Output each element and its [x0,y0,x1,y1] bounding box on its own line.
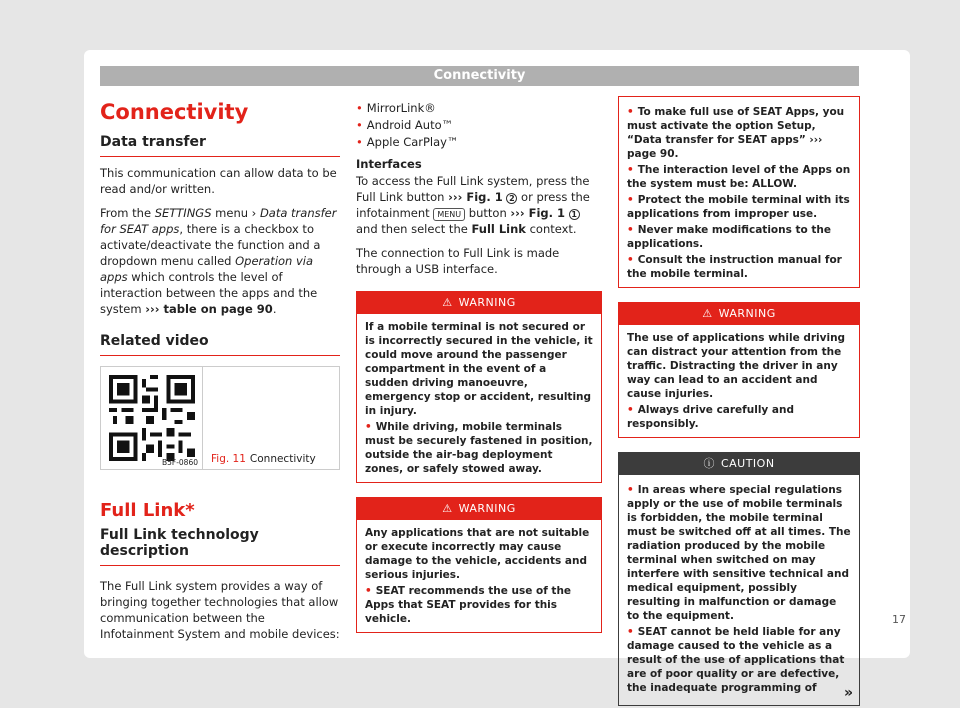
warning-text: Any applications that are not suitable or execute incorrectly may cause damage to the vehicle, accidents and serious injuries. [365,527,590,581]
list-item: • Never make modifications to the applications. [627,223,851,251]
manual-page [84,50,910,701]
column-right [618,96,860,706]
subsection-title: Data transfer [100,134,340,157]
warning-icon: ⚠ [702,307,713,320]
paragraph: The Full Link system provides a way of bringing together technologies that allow communication between the Infotainment System and mobile devices: [100,579,340,641]
column-middle [356,96,602,633]
paragraph: From the SETTINGS menu › Data transfer for SEAT apps, there is a checkbox to activate/deactivate the function and a dropdown menu called Operation via apps which controls the level of interaction between the apps and the system ››› table on page 90. [100,206,337,316]
paragraph: The connection to Full Link is made through a USB interface. [356,246,560,276]
list-item: • To make full use of SEAT Apps, you must activate the option Setup, “Data transfer for SEAT apps” ››› page 90. [627,105,851,161]
figure-caption: Fig. 11 Connectivity [211,453,316,465]
qr-code-image [109,375,195,461]
continue-arrow-icon: » [843,685,853,701]
warning-box [356,291,602,483]
bullet-item: • Apple CarPlay™ [356,134,602,151]
interfaces-heading: Interfaces [356,157,422,171]
paragraph: To access the Full Link system, press the Full Link button ››› Fig. 1 2 or press the infotainment MENU button ››› Fig. 1 1 and then select the Full Link context. [356,174,590,236]
warning-header: ⚠ WARNING [357,292,601,314]
list-item: • The interaction level of the Apps on the system must be: ALLOW. [627,163,851,191]
warning-icon: ⚠ [442,502,453,515]
caution-list [627,483,851,695]
warning-header: ⚠ WARNING [619,303,859,325]
list-item: • While driving, mobile terminals must be securely fastened in position, outside the air-bag deployment zones, or safely stowed away. [365,420,593,476]
warning-list [627,403,851,431]
caution-header: ⓘ CAUTION [619,453,859,475]
list-item: • In areas where special regulations apply or the use of mobile terminals is forbidden, the mobile terminal must be switched off at all times. The radiation produced by the mobile terminal when switched on may interfere with sensitive technical and medical equipment, possibly resulting in malfunction or damage to the equipment. [627,483,851,623]
qr-code[interactable] [101,367,203,469]
warning-box [356,497,602,633]
warning-header: ⚠ WARNING [357,498,601,520]
figure-code: B5F-0860 [161,458,198,467]
warning-continuation-box [618,96,860,288]
section-title: Full Link* [100,500,195,521]
chapter-header: Connectivity [100,66,859,86]
figure-link[interactable]: ››› Fig. 1 [448,190,503,204]
warning-box [618,302,860,438]
list-item: • Consult the instruction manual for the mobile terminal. [627,253,851,281]
subsection-title: Full Link technology description [100,527,340,566]
list-item: • SEAT cannot be held liable for any damage caused to the vehicle as a result of the use of applications that are of poor quality or are defective, the inadequate programming of [627,625,851,695]
bullet-item: • MirrorLink® [356,100,602,117]
warning-list [627,105,851,281]
warning-text: If a mobile terminal is not secured or is incorrectly secured in the vehicle, it could move around the passenger compartment in the event of a sudden driving manoeuvre, emergency stop or accident, resulting in injury. [365,321,593,417]
page-number: 17 [892,613,906,626]
bullet-item: • Android Auto™ [356,117,602,134]
section-title: Connectivity [100,100,249,124]
list-item: • Protect the mobile terminal with its applications from improper use. [627,193,851,221]
callout-number: 2 [506,193,517,204]
figure-11 [100,366,340,470]
caution-box [618,452,860,706]
warning-text: The use of applications while driving can distract your attention from the traffic. Distracting the driver in any way can lead to an accident and cause injuries. [627,332,846,400]
warning-icon: ⚠ [442,296,453,309]
list-item: • Always drive carefully and responsibly. [627,403,851,431]
callout-number: 1 [569,209,580,220]
warning-list [365,584,593,626]
list-item: • SEAT recommends the use of the Apps that SEAT provides for this vehicle. [365,584,593,626]
warning-list [365,420,593,476]
related-video-heading: Related video [100,333,340,356]
paragraph: This communication can allow data to be read and/or written. [100,166,337,196]
column-left [100,96,340,642]
figure-label: Fig. 11 [211,453,246,465]
figure-link[interactable]: ››› Fig. 1 [510,206,566,220]
bullet-list [356,100,602,151]
page-link[interactable]: ››› table on page 90 [145,302,273,316]
menu-key: MENU [433,208,465,221]
info-icon: ⓘ [703,457,715,470]
